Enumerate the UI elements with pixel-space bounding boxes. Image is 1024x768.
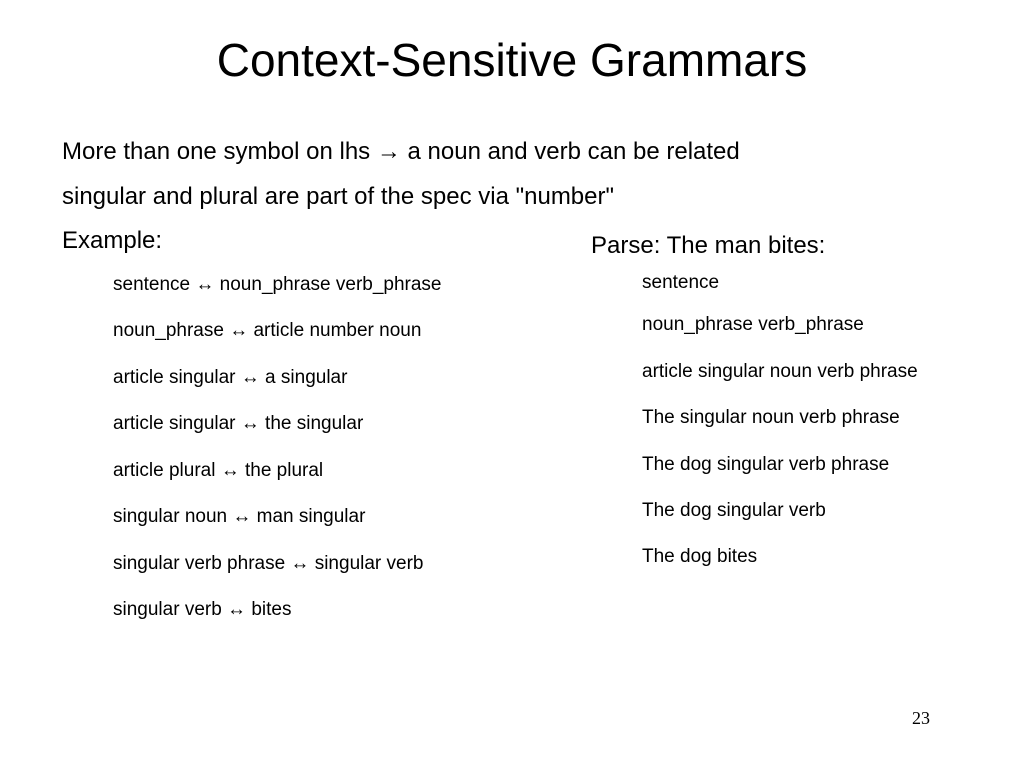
grammar-rule: article plural ↔ the plural — [113, 460, 324, 481]
parse-step: noun_phrase verb_phrase — [642, 314, 864, 335]
page-number: 23 — [912, 708, 930, 728]
intro-line: More than one symbol on lhs → a noun and verb can be related — [62, 138, 740, 165]
intro-line: singular and plural are part of the spec via "number" — [62, 183, 615, 210]
grammar-rule: singular noun ↔ man singular — [113, 506, 366, 527]
grammar-rule: article singular ↔ the singular — [113, 413, 364, 434]
parse-step: The dog singular verb — [642, 500, 826, 521]
parse-step: sentence — [642, 272, 720, 293]
grammar-rule: singular verb ↔ bites — [113, 599, 292, 620]
parse-step: The dog bites — [642, 546, 758, 567]
grammar-rule: sentence ↔ noun_phrase verb_phrase — [113, 274, 442, 295]
grammar-rule: article singular ↔ a singular — [113, 367, 348, 388]
slide-title: Context-Sensitive Grammars — [216, 34, 808, 86]
parse-step: article singular noun verb phrase — [642, 361, 918, 382]
grammar-rule: noun_phrase ↔ article number noun — [113, 320, 422, 341]
parse-step: The dog singular verb phrase — [642, 454, 890, 475]
example-label: Example: — [62, 227, 163, 254]
grammar-rule: singular verb phrase ↔ singular verb — [113, 553, 424, 574]
parse-step: The singular noun verb phrase — [642, 407, 900, 428]
parse-label: Parse: The man bites: — [591, 232, 826, 259]
